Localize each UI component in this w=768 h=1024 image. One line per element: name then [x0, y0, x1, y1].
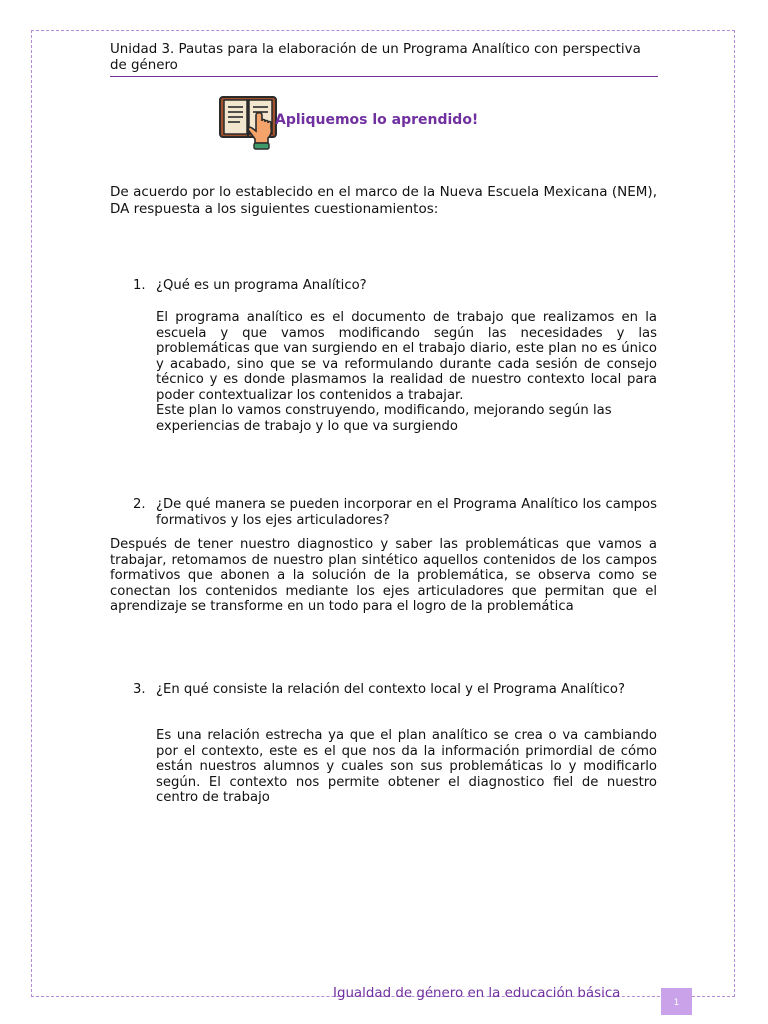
question-1-text: ¿Qué es un programa Analítico?	[156, 278, 367, 293]
book-with-pointing-hand-icon	[218, 95, 278, 151]
intro-paragraph: De acuerdo por lo establecido en el marco de la Nueva Escuela Mexicana (NEM), DA respuesta a los siguientes cuestionamientos:	[110, 184, 657, 217]
footer-title: Igualdad de género en la educación básica	[333, 986, 621, 1001]
question-1-number: 1.	[133, 278, 146, 293]
page-header-title: Unidad 3. Pautas para la elaboración de un Programa Analítico con perspectiva de género	[110, 42, 658, 77]
question-1-answer: El programa analítico es el documento de trabajo que realizamos en la escuela y que vamos modificando según las necesidades y las problemáticas que van surgiendo en el trabajo diario, este plan no es único y acabado, sino que se va reformulando durante cada sesión de consejo técnico y es donde plasmamos la realidad de nuestro contexto local para poder contextualizar los contenidos a trabajar.	[156, 310, 657, 403]
question-1-answer-extra: Este plan lo vamos construyendo, modificando, mejorando según las experiencias de trabajo y lo que va surgiendo	[156, 403, 612, 434]
question-2-number: 2.	[133, 497, 146, 512]
activity-banner	[218, 95, 538, 151]
question-3-answer: Es una relación estrecha ya que el plan analítico se crea o va cambiando por el contexto, este es el que nos da la información primordial de cómo están nuestros alumnos y cuales son sus problemáticas lo y modificarlo según. El contexto nos permite obtener el diagnostico fiel de nuestro centro de trabajo	[156, 728, 657, 806]
question-3-number: 3.	[133, 682, 146, 697]
question-3-text: ¿En qué consiste la relación del contexto local y el Programa Analítico?	[156, 682, 625, 697]
question-2-text: ¿De qué manera se pueden incorporar en el Programa Analítico los campos formativos y los ejes articuladores?	[156, 497, 657, 528]
activity-banner-title: Apliquemos lo aprendido!	[275, 112, 479, 128]
page-number: 1	[661, 988, 692, 1015]
question-2-answer: Después de tener nuestro diagnostico y saber las problemáticas que vamos a trabajar, retomamos de nuestro plan sintético aquellos contenidos de los campos formativos que abonen a la solución de la problemática, se observa como se conectan los contenidos mediante los ejes articuladores que permitan que el aprendizaje se transforme en un todo para el logro de la problemática	[110, 537, 657, 615]
